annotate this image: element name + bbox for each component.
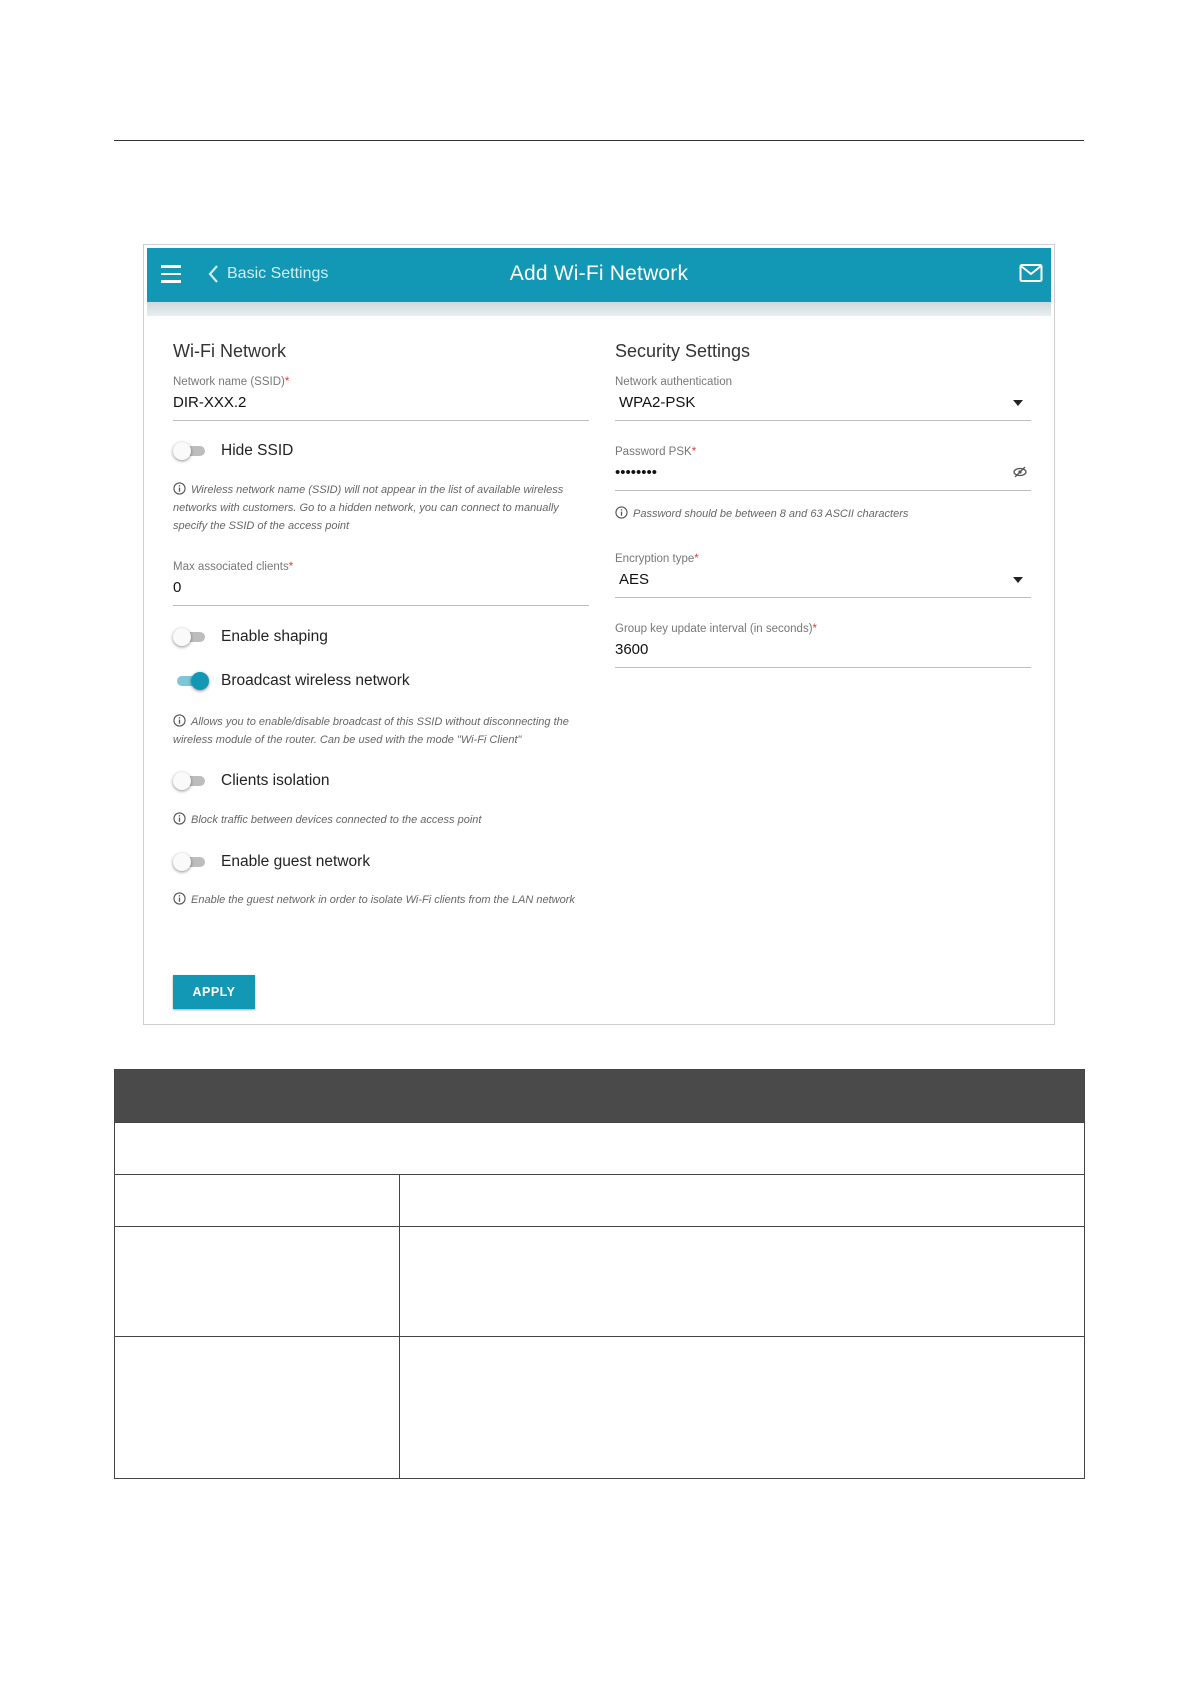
guest-network-label: Enable guest network — [221, 853, 371, 870]
max-clients-input[interactable]: 0 — [173, 579, 589, 606]
table-row — [115, 1227, 1085, 1337]
clients-isolation-switch[interactable] — [173, 771, 209, 791]
guest-network-toggle[interactable] — [173, 852, 370, 872]
network-auth-label: Network authentication — [615, 376, 732, 388]
password-input[interactable]: •••••••• — [615, 464, 1031, 491]
table-header-cell — [115, 1070, 1085, 1123]
broadcast-switch[interactable] — [173, 671, 209, 691]
wifi-section-title: Wi-Fi Network — [173, 341, 286, 361]
table-cell — [115, 1123, 1085, 1175]
mail-icon[interactable] — [1019, 263, 1043, 283]
group-key-label: Group key update interval (in seconds)* — [615, 623, 818, 635]
router-settings-screenshot — [143, 244, 1055, 1025]
table-cell — [400, 1227, 1085, 1337]
password-label: Password PSK* — [615, 446, 697, 458]
info-icon — [615, 506, 628, 519]
hide-password-icon[interactable] — [1013, 465, 1027, 479]
password-field[interactable] — [615, 446, 1031, 491]
wifi-network-section — [173, 341, 589, 906]
network-auth-select[interactable] — [615, 376, 1031, 421]
hide-ssid-label: Hide SSID — [221, 442, 294, 459]
back-label: Basic Settings — [227, 265, 329, 282]
enable-shaping-label: Enable shaping — [221, 628, 328, 645]
table-row — [115, 1175, 1085, 1227]
encryption-value[interactable]: AES — [615, 571, 1031, 598]
info-icon — [173, 812, 186, 825]
table-cell — [115, 1337, 400, 1479]
ssid-input[interactable]: DIR-XXX.2 — [173, 394, 589, 421]
ssid-field[interactable] — [173, 376, 589, 421]
ssid-label: Network name (SSID)* — [173, 376, 290, 388]
table-cell — [115, 1175, 400, 1227]
clients-isolation-hint: Block traffic between devices connected to the access point — [173, 811, 583, 829]
info-icon — [173, 714, 186, 727]
dropdown-caret-icon[interactable] — [1013, 577, 1023, 583]
hide-ssid-hint: Wireless network name (SSID) will not appear in the list of available wireless networks with customers. Go to a hidden network, you can connect to manually specify the SSID of the access point — [173, 484, 564, 532]
info-icon — [173, 482, 186, 495]
broadcast-label: Broadcast wireless network — [221, 672, 410, 689]
page-title: Add Wi-Fi Network — [509, 262, 689, 285]
table-row — [115, 1337, 1085, 1479]
topbar-shadow — [147, 302, 1051, 316]
hide-ssid-switch[interactable] — [173, 441, 209, 461]
encryption-label: Encryption type* — [615, 553, 699, 565]
dropdown-caret-icon[interactable] — [1013, 400, 1023, 406]
table-cell — [115, 1227, 400, 1337]
hide-ssid-toggle[interactable] — [173, 441, 293, 461]
clients-isolation-toggle[interactable] — [173, 771, 330, 791]
security-settings-section — [615, 341, 1031, 658]
max-clients-field[interactable] — [173, 561, 589, 606]
clients-isolation-label: Clients isolation — [221, 772, 330, 789]
top-bar — [147, 248, 1051, 302]
guest-network-switch[interactable] — [173, 852, 209, 872]
page-top-rule — [114, 140, 1084, 141]
table-header-row — [115, 1070, 1085, 1123]
broadcast-toggle[interactable] — [173, 671, 410, 691]
table-row — [115, 1123, 1085, 1175]
broadcast-hint: Allows you to enable/disable broadcast of this SSID without disconnecting the wireless module of the router. Can be used with the mode "Wi-Fi Client" — [173, 716, 569, 746]
password-hint: Password should be between 8 and 63 ASCII characters — [615, 505, 1025, 523]
security-section-title: Security Settings — [615, 341, 751, 361]
enable-shaping-toggle[interactable] — [173, 627, 328, 647]
max-clients-label: Max associated clients* — [173, 561, 294, 573]
group-key-field[interactable] — [615, 623, 1031, 668]
parameters-table — [114, 1069, 1085, 1479]
encryption-select[interactable] — [615, 553, 1031, 598]
network-auth-value[interactable]: WPA2-PSK — [615, 394, 1031, 421]
table-cell — [400, 1175, 1085, 1227]
enable-shaping-switch[interactable] — [173, 627, 209, 647]
guest-network-hint: Enable the guest network in order to isolate Wi-Fi clients from the LAN network — [173, 891, 583, 909]
group-key-input[interactable]: 3600 — [615, 641, 1031, 668]
table-cell — [400, 1337, 1085, 1479]
apply-button[interactable]: APPLY — [173, 975, 255, 1009]
info-icon — [173, 892, 186, 905]
